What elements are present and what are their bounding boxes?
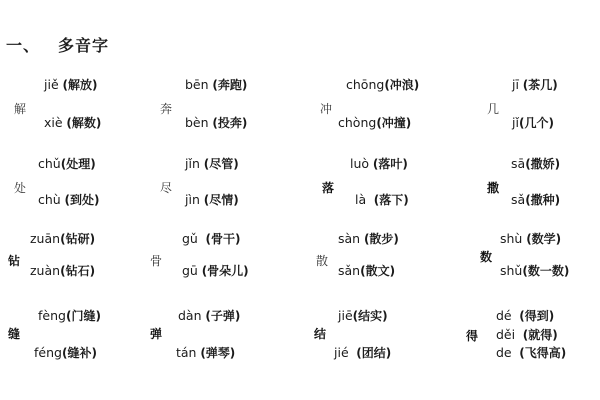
reading-2: sǎ(撒种) — [511, 192, 561, 207]
entry-character: 撒 — [487, 181, 500, 195]
entry-character: 落 — [322, 181, 335, 195]
entry-character: 弹 — [150, 327, 163, 341]
reading-1: sā(撒娇) — [511, 156, 561, 171]
entry-character: 散 — [316, 254, 329, 268]
reading-1: shù (数学) — [500, 231, 562, 246]
entry-character: 尽 — [160, 181, 173, 195]
entry-dan — [150, 309, 290, 379]
entry-shu — [480, 232, 600, 302]
reading-1: dàn (子弹) — [178, 308, 241, 323]
reading-2: là (落下) — [355, 192, 409, 207]
reading-1: zuān(钻研) — [30, 231, 96, 246]
reading-1: jiē(结实) — [338, 308, 388, 323]
reading-2: tán (弹琴) — [176, 345, 236, 360]
reading-2: chòng(冲撞) — [338, 115, 412, 130]
reading-1: chǔ(处理) — [38, 156, 96, 171]
reading-2: jǐ(几个) — [512, 115, 554, 130]
reading-2: sǎn(散文) — [338, 263, 396, 278]
entry-san — [316, 232, 456, 302]
entry-character: 几 — [487, 102, 500, 116]
reading-3: de (飞得高) — [496, 345, 567, 360]
entry-character: 解 — [14, 102, 27, 116]
entry-feng — [8, 309, 148, 379]
reading-1: luò (落叶) — [350, 156, 408, 171]
entry-character: 骨 — [150, 254, 163, 268]
reading-1: bēn (奔跑) — [185, 77, 248, 92]
section-title: 多音字 — [58, 36, 110, 55]
entry-chong — [320, 78, 460, 148]
entry-character: 冲 — [320, 102, 333, 116]
entry-chu — [14, 157, 154, 227]
entry-de — [466, 309, 600, 389]
reading-1: fèng(门缝) — [38, 308, 101, 323]
reading-2: féng(缝补) — [34, 345, 97, 360]
entry-character: 结 — [314, 327, 327, 341]
reading-2: xiè (解数) — [44, 115, 102, 130]
entry-sa — [487, 157, 600, 227]
entry-luo — [322, 157, 462, 227]
entry-character: 钻 — [8, 254, 21, 268]
entry-character: 数 — [480, 250, 493, 264]
entry-jie2 — [314, 309, 454, 379]
entry-ji — [487, 78, 600, 148]
entry-character: 处 — [14, 181, 27, 195]
reading-2: jìn (尽情) — [185, 192, 239, 207]
entry-character: 得 — [466, 329, 479, 343]
reading-1: sàn (散步) — [338, 231, 399, 246]
reading-1: jī (茶几) — [512, 77, 558, 92]
entry-zuan — [8, 232, 148, 302]
reading-1: gǔ (骨干) — [182, 231, 241, 246]
reading-2: bèn (投奔) — [185, 115, 248, 130]
reading-2: shǔ(数一数) — [500, 263, 570, 278]
section-heading — [6, 33, 109, 56]
entry-ben — [160, 78, 300, 148]
entry-gu — [150, 232, 290, 302]
reading-2: děi (就得) — [496, 327, 558, 342]
reading-2: zuàn(钻石) — [30, 263, 96, 278]
reading-2: gū (骨朵儿) — [182, 263, 249, 278]
reading-1: dé (得到) — [496, 308, 555, 323]
entry-jin — [160, 157, 300, 227]
entry-character: 奔 — [160, 102, 173, 116]
reading-1: jiě (解放) — [44, 77, 98, 92]
entry-jie — [14, 78, 154, 148]
section-number: 一、 — [6, 36, 41, 55]
entry-character: 缝 — [8, 327, 21, 341]
reading-2: chù (到处) — [38, 192, 100, 207]
reading-1: chōng(冲浪) — [346, 77, 420, 92]
reading-1: jǐn (尽管) — [185, 156, 239, 171]
reading-2: jié (团结) — [334, 345, 392, 360]
